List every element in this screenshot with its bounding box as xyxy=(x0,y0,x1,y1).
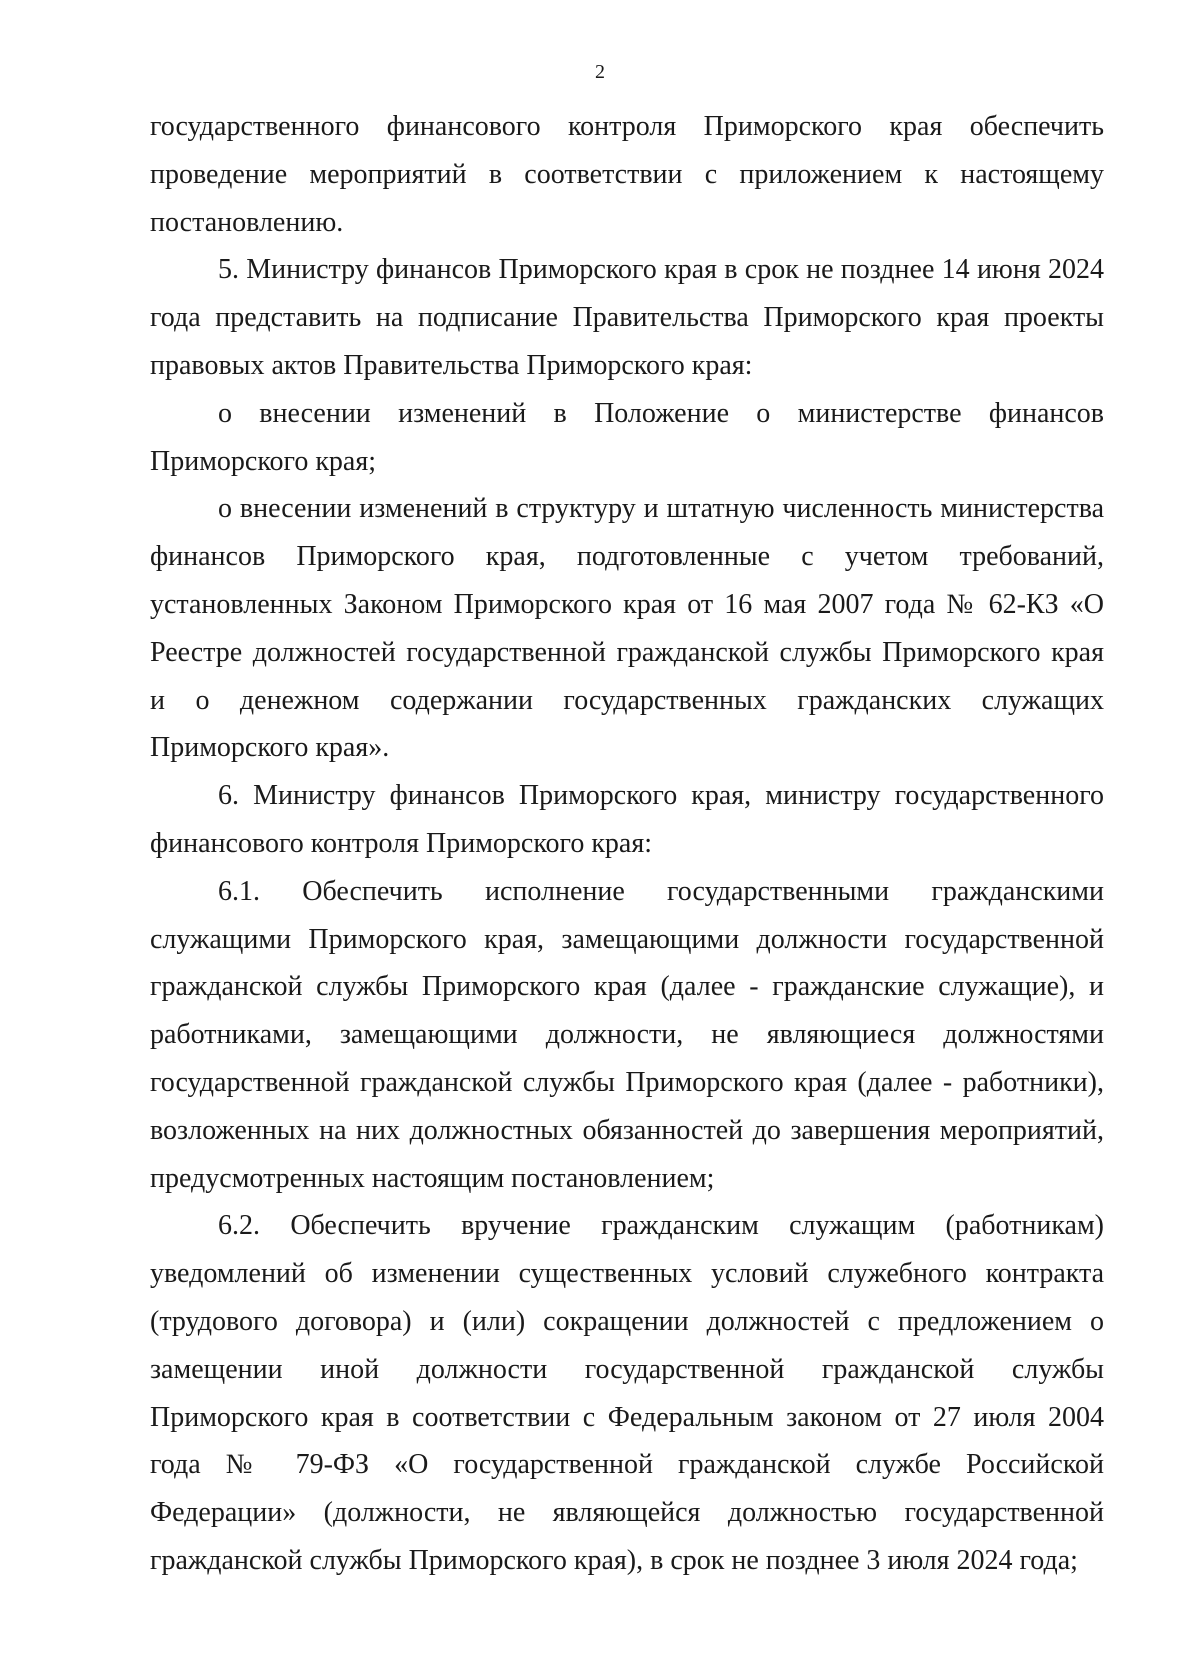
page-number: 2 xyxy=(595,61,605,83)
paragraph-item-5-sub-1: о внесении изменений в Положение о министерстве финансов Приморского края; xyxy=(150,397,1104,477)
paragraph-continuation: государственного финансового контроля Приморского края обеспечить проведение мероприятий в соответствии с приложением к настоящему постановлению. xyxy=(150,111,1104,238)
paragraph-item-6-2: 6.2. Обеспечить вручение гражданским служащим (работникам) уведомлений об изменении существенных условий служебного контракта (трудового договора) и (или) сокращении должностей с предложением о замещении иной должности государственной гражданской службы Приморского края в соответствии с Федеральным законом от 27 июля 2004 года № 79-ФЗ «О государственной гражданской службе Российской Федерации» (должности, не являющейся должностью государственной гражданской службы Приморского края), в срок не позднее 3 июля 2024 года; xyxy=(150,1210,1104,1576)
paragraph-item-5: 5. Министру финансов Приморского края в срок не позднее 14 июня 2024 года представить на подписание Правительства Приморского края проекты правовых актов Правительства Приморского края: xyxy=(150,254,1104,381)
paragraph-item-5-sub-2: о внесении изменений в структуру и штатную численность министерства финансов Приморского края, подготовленные с учетом требований, установленных Законом Приморского края от 16 мая 2007 года № 62-КЗ «О Реестре должностей государственной гражданской службы Приморского края и о денежном содержании государственных гражданских служащих Приморского края». xyxy=(150,493,1104,764)
paragraph-item-6-1: 6.1. Обеспечить исполнение государственными гражданскими служащими Приморского края, замещающими должности государственной гражданской службы Приморского края (далее - гражданские служащие), и работниками, замещающими должности, не являющиеся должностями государственной гражданской службы Приморского края (далее - работники), возложенных на них должностных обязанностей до завершения мероприятий, предусмотренных настоящим постановлением; xyxy=(150,875,1104,1194)
paragraph-item-6: 6. Министру финансов Приморского края, министру государственного финансового контроля Приморского края: xyxy=(150,780,1104,859)
document-body xyxy=(150,103,1104,1585)
